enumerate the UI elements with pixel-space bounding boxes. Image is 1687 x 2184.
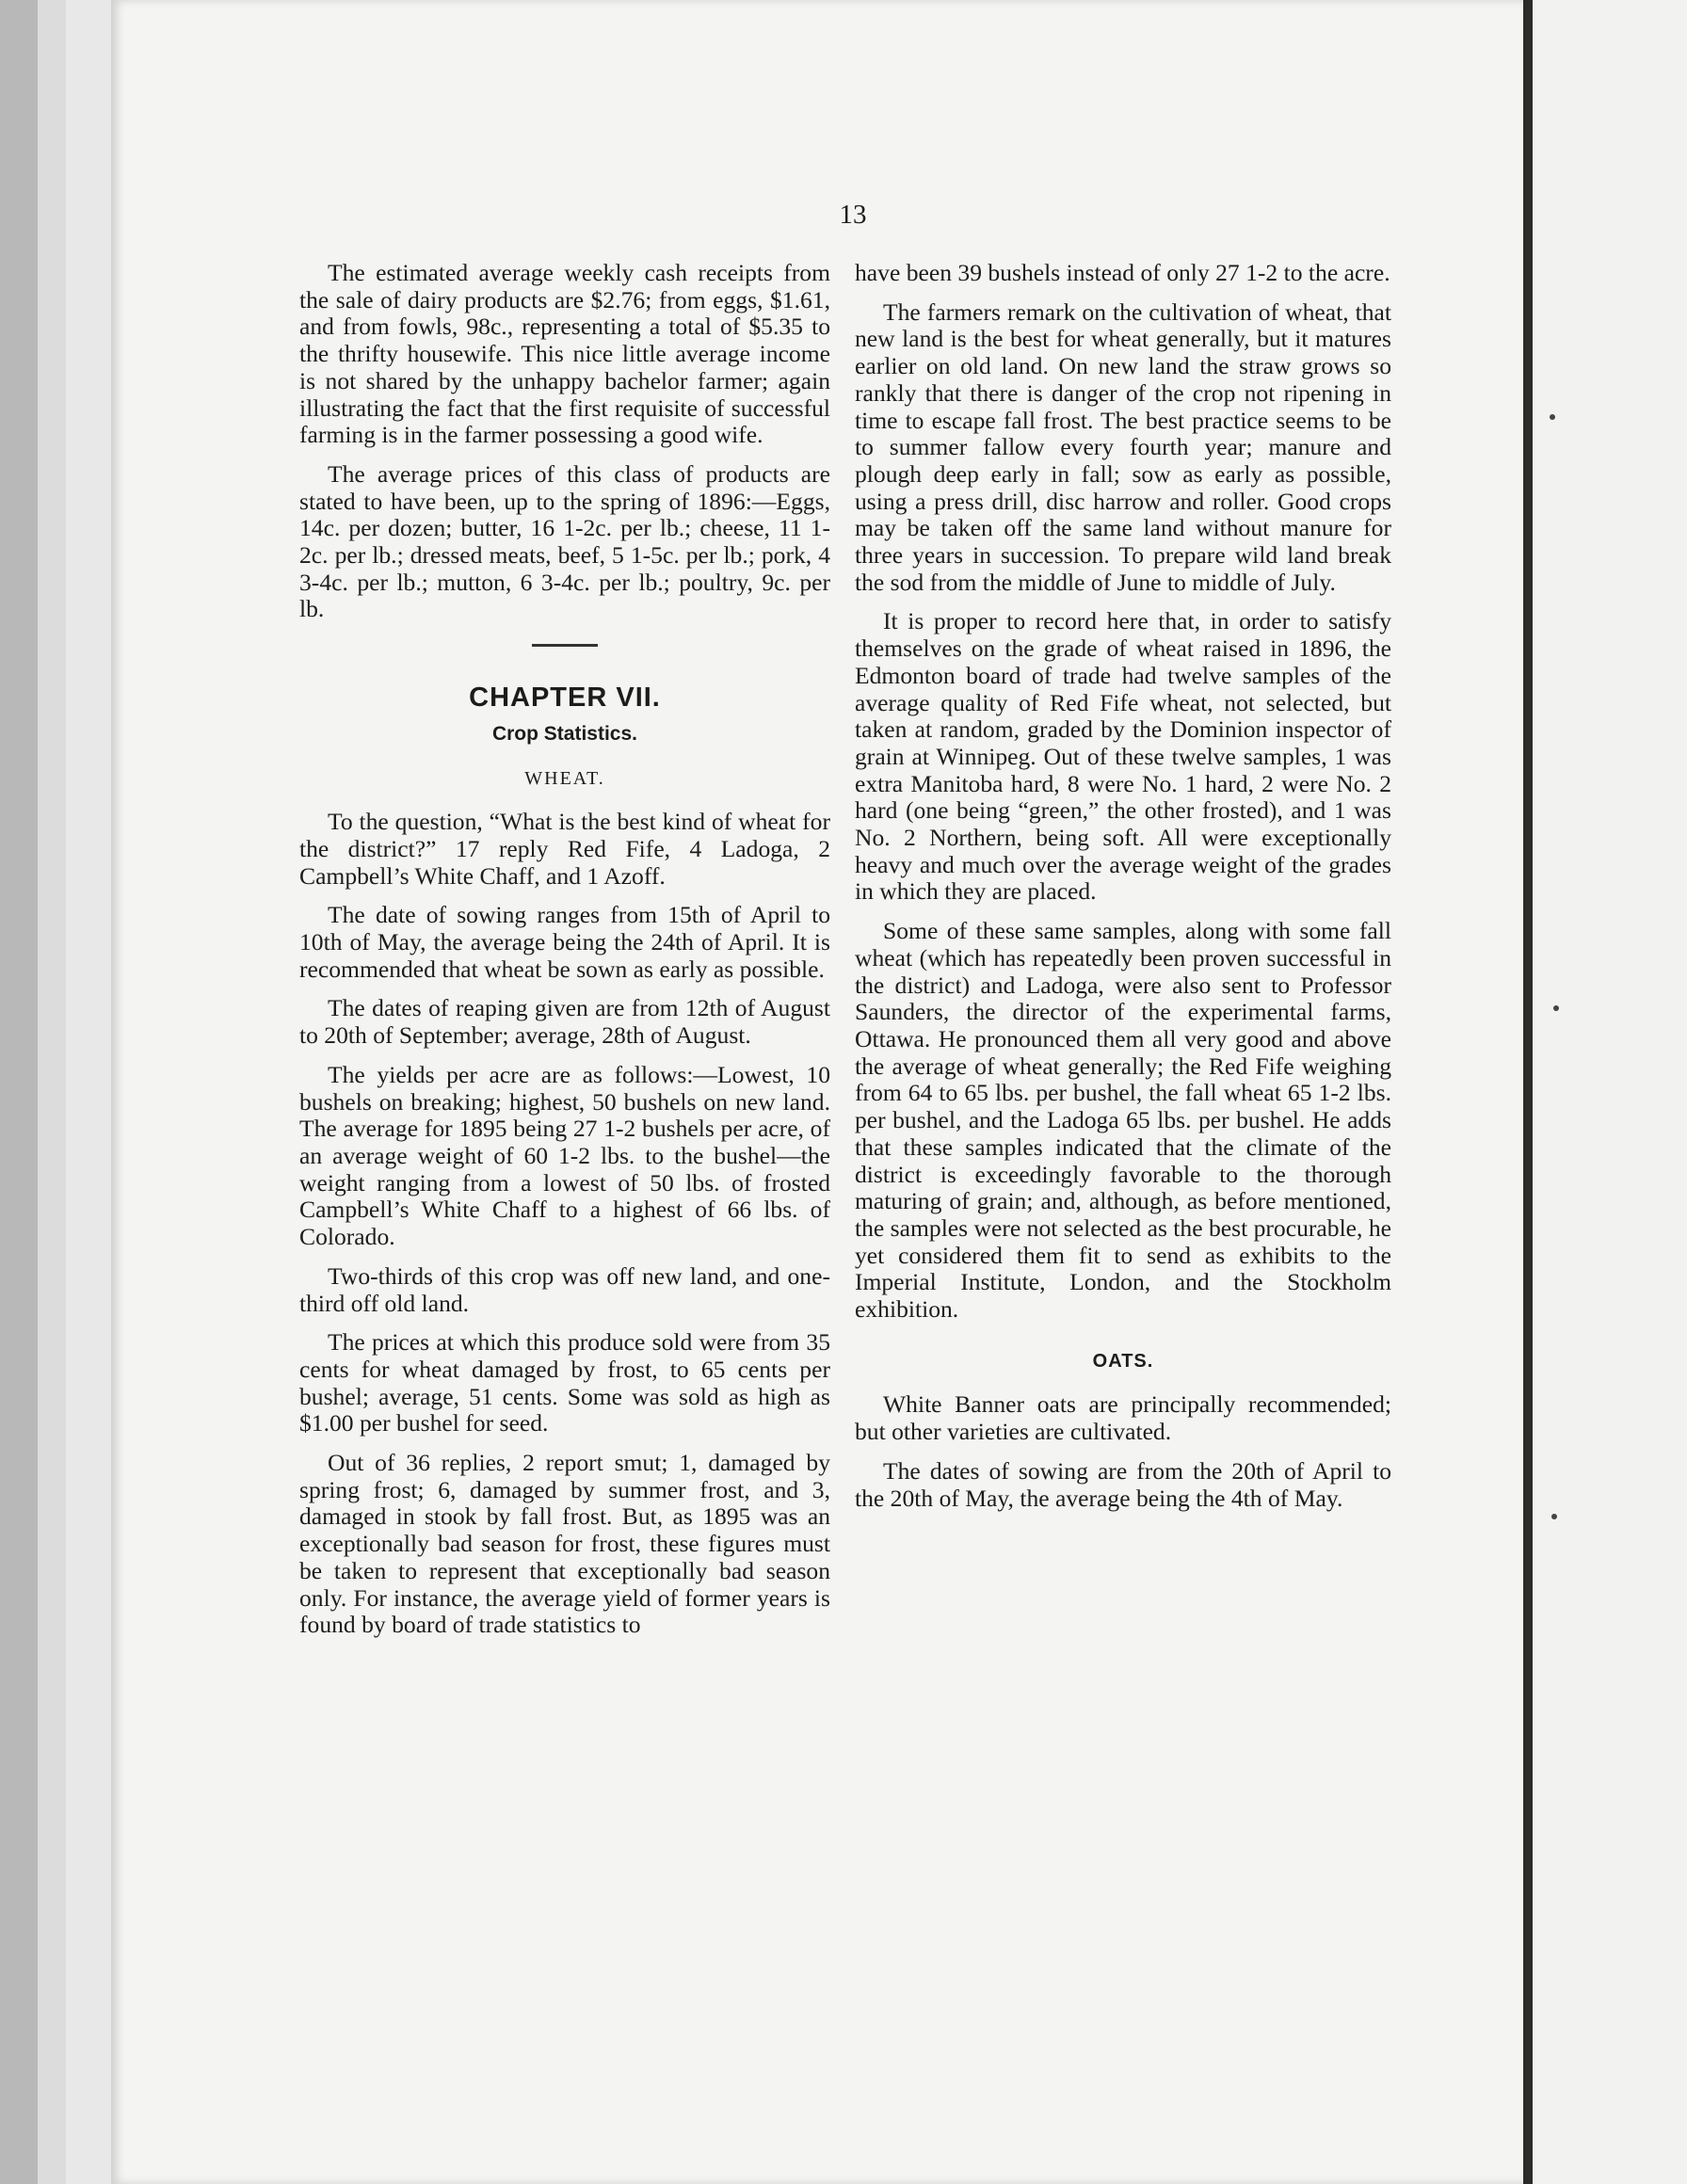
paragraph: White Banner oats are principally recommended; but other varieties are cultivated.: [855, 1390, 1391, 1446]
speck: [1551, 1514, 1557, 1519]
section-divider: [532, 644, 598, 647]
paragraph: The dates of reaping given are from 12th of August to 20th of September; average, 28th of August.: [299, 994, 830, 1050]
left-column: [299, 260, 830, 1651]
speck: [1550, 414, 1555, 420]
paragraph: The farmers remark on the cultivation of wheat, that new land is the best for wheat generally, but it matures earlier on old land. On new land the straw grows so rankly that there is danger of the crop not ripening in time to escape fall frost. The best practice seems to be to summer fallow every fourth year; manure and plough deep early in fall; sow as early as possible, using a press drill, disc harrow and roller. Good crops may be taken off the same land without manure for three years in succession. To prepare wild land break the sod from the middle of June to middle of July.: [855, 297, 1391, 596]
facing-page-edge: [1533, 0, 1687, 2184]
chapter-subtitle: Crop Statistics.: [491, 722, 638, 745]
paragraph: The prices at which this produce sold were from 35 cents for wheat damaged by frost, to 65 cents per bushel; average, 51 cents. Some was sold as high as $1.00 per bushel for seed.: [299, 1328, 830, 1437]
paragraph: Some of these same samples, along with some fall wheat (which has repeatedly been proven successful in the district) and Ladoga, were also sent to Professor Saunders, the director of the experimental farms, Ottawa. He pronounced them all very good and above the average of wheat generally; the Red Fife weighing from 64 to 65 lbs. per bushel, the fall wheat 65 1-2 lbs. per bushel, and the Ladoga 65 lbs. per bushel. He adds that these samples indicated that the climate of the district is exceedingly favorable to the thorough maturing of grain; and, although, as before mentioned, the samples were not selected as the best procurable, he yet considered them fit to send as exhibits to the Imperial Institute, London, and the Stockholm exhibition.: [855, 917, 1391, 1324]
paragraph: The estimated average weekly cash receipts from the sale of dairy products are $2.76; from eggs, $1.61, and from fowls, 98c., representing a total of $5.35 to the thrifty housewife. This nice little average income is not shared by the unhappy bachelor farmer; again illustrating the fact that the first requisite of successful farming is in the farmer possessing a good wife.: [299, 259, 830, 449]
page-number: 13: [839, 200, 867, 230]
paragraph: Out of 36 replies, 2 report smut; 1, damaged by spring frost; 6, damaged by summer frost, and 3, damaged in stook by fall frost. But, as 1895 was an exceptionally bad season for frost, these figures must be taken to represent that exceptionally bad season only. For instance, the average yield of former years is found by board of trade statistics to: [299, 1449, 830, 1639]
right-column: [855, 260, 1391, 1524]
paragraph: have been 39 bushels instead of only 27 1-2 to the acre.: [855, 259, 1390, 286]
paragraph: Two-thirds of this crop was off new land, and one-third off old land.: [299, 1261, 830, 1317]
section-heading-wheat: WHEAT.: [524, 767, 605, 789]
speck: [1553, 1005, 1559, 1011]
book-spine: [1523, 0, 1533, 2184]
paragraph: The dates of sowing are from the 20th of April to the 20th of May, the average being the 4th of May.: [855, 1456, 1391, 1512]
section-heading-oats: OATS.: [1092, 1350, 1154, 1372]
paragraph: The date of sowing ranges from 15th of April to 10th of May, the average being the 24th of April. It is recommended that wheat be sown as early as possible.: [299, 901, 830, 983]
paragraph: To the question, “What is the best kind of wheat for the district?” 17 reply Red Fife, 4 Ladoga, 2 Campbell’s White Chaff, and 1 Azoff.: [299, 808, 830, 890]
paragraph: The average prices of this class of products are stated to have been, up to the spring of 1896:—Eggs, 14c. per dozen; butter, 16 1-2c. per lb.; cheese, 11 1-2c. per lb.; dressed meats, beef, 5 1-5c. per lb.; pork, 4 3-4c. per lb.; mutton, 6 3-4c. per lb.; poultry, 9c. per lb.: [299, 459, 830, 623]
chapter-title: CHAPTER VII.: [469, 682, 661, 714]
paragraph: It is proper to record here that, in order to satisfy themselves on the grade of wheat raised in 1896, the Edmonton board of trade had twelve samples of the average quality of Red Fife wheat, not selected, but taken at random, graded by the Dominion inspector of grain at Winnipeg. Out of these twelve samples, 1 was extra Manitoba hard, 8 were No. 1 hard, 2 were No. 2 hard (one being “green,” the other frosted), and 1 was No. 2 Northern, being soft. All were exceptionally heavy and much over the average weight of the grades in which they are placed.: [855, 607, 1391, 906]
paragraph: The yields per acre are as follows:—Lowest, 10 bushels on breaking; highest, 50 bushels on new land. The average for 1895 being 27 1-2 bushels per acre, of an average weight of 60 1-2 lbs. to the bushel—the weight ranging from a lowest of 50 lbs. of frosted Campbell’s White Chaff to a highest of 66 lbs. of Colorado.: [299, 1060, 830, 1251]
